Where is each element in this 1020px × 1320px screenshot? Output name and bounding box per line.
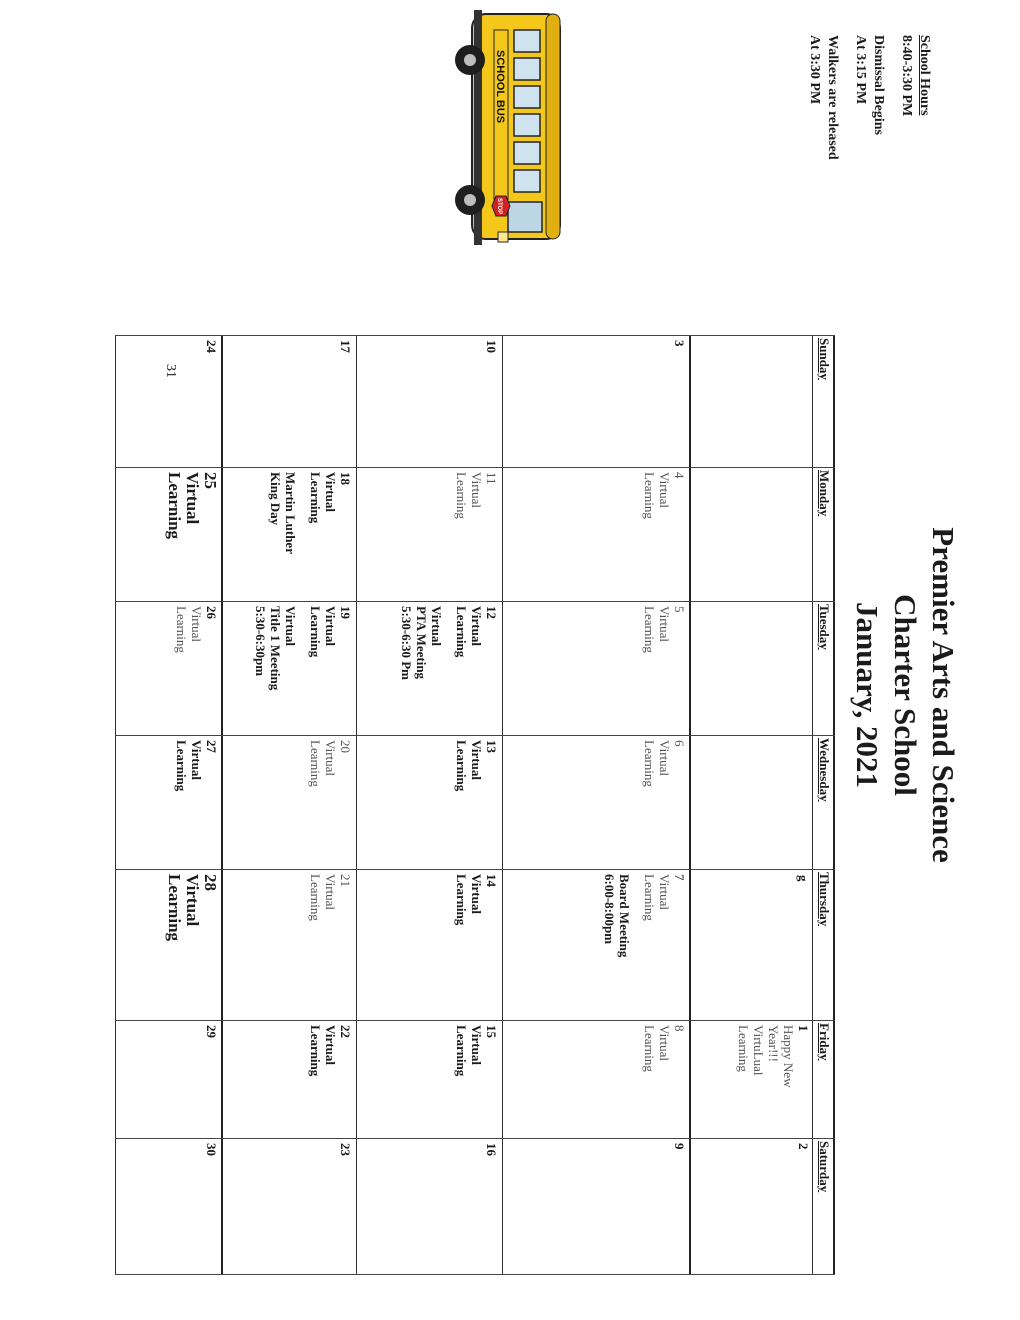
day-header-tuesday: Tuesday xyxy=(817,604,832,650)
grid-line xyxy=(221,335,223,1275)
day-header-thursday: Thursday xyxy=(817,872,832,927)
day-event-text: Learning xyxy=(642,472,657,519)
day-event-text: Learning xyxy=(642,1025,657,1072)
day-event-text: Title 1 Meeting xyxy=(268,606,283,691)
school-hours-heading: School Hours xyxy=(917,35,932,116)
grid-line xyxy=(689,335,691,1275)
day-event-text: Virtual xyxy=(657,874,672,911)
day-cell xyxy=(796,875,811,882)
day-event-text: Virtual xyxy=(469,606,484,646)
day-number: 12 xyxy=(484,606,499,619)
day-number: 8 xyxy=(672,1025,687,1032)
day-event-text: Learning xyxy=(174,740,189,792)
grid-line xyxy=(502,335,503,1275)
day-event-text: Virtual xyxy=(323,472,338,512)
walkers-line-1: Walkers are released xyxy=(825,35,840,160)
day-event-text: Virtual xyxy=(183,874,202,927)
day-cell xyxy=(454,472,499,519)
day-cell xyxy=(642,1025,687,1072)
dismissal-line-2: At 3:15 PM xyxy=(853,35,868,105)
day-number: 9 xyxy=(672,1143,687,1150)
day-cell xyxy=(174,606,219,653)
day-header-wednesday: Wednesday xyxy=(817,738,832,802)
day-number: 2 xyxy=(796,1143,811,1150)
day-cell xyxy=(165,874,219,941)
day-cell xyxy=(253,606,353,690)
day-event-text: Virtual xyxy=(183,472,202,525)
day-event-text: Virtual xyxy=(657,606,672,643)
day-number: 1 xyxy=(796,1025,811,1032)
day-cell xyxy=(204,1025,219,1038)
day-number: 23 xyxy=(338,1143,353,1156)
day-number: 26 xyxy=(204,606,219,619)
day-header-sunday: Sunday xyxy=(817,338,832,380)
day-cell xyxy=(308,1025,353,1076)
day-cell xyxy=(454,1025,499,1076)
day-number-extra: 31 xyxy=(163,364,178,378)
day-cell xyxy=(308,740,353,787)
day-event-text: Happy New xyxy=(781,1025,796,1088)
day-event-text: Learning xyxy=(642,740,657,787)
grid-line xyxy=(833,335,835,1275)
day-event-text: Virtual xyxy=(469,472,484,509)
day-event-text: Learning xyxy=(308,874,323,921)
day-event-text: Martin Luther xyxy=(283,472,298,554)
day-event-text: PTA Meeting xyxy=(414,606,429,680)
walkers-line-2: At 3:30 PM xyxy=(807,35,822,105)
day-number: 10 xyxy=(484,340,499,353)
school-name-line-2: Charter School xyxy=(888,594,923,796)
day-number: 24 xyxy=(204,340,219,353)
calendar-grid xyxy=(115,335,835,1275)
day-event-text: Learning xyxy=(642,874,657,921)
day-number: 17 xyxy=(338,340,353,353)
day-cell xyxy=(602,874,687,957)
day-event-text: Virtual xyxy=(469,1025,484,1065)
day-event-text: Learning xyxy=(308,472,323,524)
day-cell xyxy=(454,874,499,925)
day-cell xyxy=(454,740,499,791)
day-cell xyxy=(308,874,353,921)
day-event-text: Learning xyxy=(454,874,469,926)
day-event-text: 5:30-6:30pm xyxy=(253,606,268,677)
day-event-text: Learning xyxy=(454,740,469,792)
grid-line xyxy=(115,869,835,870)
day-number: 14 xyxy=(484,874,499,887)
day-event-text: Learning xyxy=(736,1025,751,1072)
day-number: g xyxy=(796,875,811,882)
day-event-text: 6:00-8:00pm xyxy=(602,874,617,945)
day-number: 4 xyxy=(672,472,687,479)
day-number: 3 xyxy=(672,340,687,347)
day-event-text: Learning xyxy=(165,472,184,540)
day-event-text: Learning xyxy=(308,606,323,658)
day-number: 11 xyxy=(484,472,499,485)
day-event-text: Board Meeting xyxy=(617,874,632,958)
day-number: 19 xyxy=(338,606,353,619)
day-cell xyxy=(484,1143,499,1156)
grid-line xyxy=(115,467,835,468)
grid-line xyxy=(115,335,835,336)
day-cell xyxy=(642,606,687,653)
day-cell xyxy=(163,340,219,378)
day-event-text: Learning xyxy=(174,606,189,653)
day-header-monday: Monday xyxy=(817,470,832,517)
school-hours-value: 8:40-3:30 PM xyxy=(899,35,914,117)
grid-line xyxy=(115,335,116,1275)
grid-line xyxy=(115,601,835,602)
grid-line xyxy=(115,1138,835,1139)
day-event-text: Virtual xyxy=(323,1025,338,1065)
grid-line xyxy=(115,1020,835,1021)
day-event-text: Virtual xyxy=(469,740,484,780)
day-number: 6 xyxy=(672,740,687,747)
day-cell xyxy=(399,606,499,680)
day-cell xyxy=(736,1025,811,1087)
day-cell xyxy=(204,1143,219,1156)
day-event-text: Learning xyxy=(454,1025,469,1077)
day-header-saturday: Saturday xyxy=(817,1141,832,1193)
day-number: 20 xyxy=(338,740,353,753)
day-number: 25 xyxy=(201,472,220,489)
day-event-text: Virtual xyxy=(323,606,338,646)
day-event-text: Virtual xyxy=(189,740,204,780)
day-event-text: Learning xyxy=(642,606,657,653)
day-event-text: VirtuLual xyxy=(751,1025,766,1076)
grid-line xyxy=(115,1274,835,1275)
day-number: 7 xyxy=(672,874,687,881)
day-number: 27 xyxy=(204,740,219,753)
bus-sign-text: SCHOOL BUS xyxy=(494,50,506,124)
day-number: 16 xyxy=(484,1143,499,1156)
day-event-text: King Day xyxy=(268,472,283,526)
day-event-text: Year!!! xyxy=(766,1025,781,1062)
day-cell xyxy=(642,740,687,787)
day-cell xyxy=(338,1143,353,1156)
day-cell xyxy=(165,472,219,539)
day-cell xyxy=(672,1143,687,1150)
day-number: 30 xyxy=(204,1143,219,1156)
day-cell xyxy=(174,740,219,791)
day-event-text: Virtual xyxy=(657,740,672,777)
day-cell xyxy=(338,340,353,353)
grid-line xyxy=(115,735,835,736)
day-cell xyxy=(642,472,687,519)
school-bus-icon xyxy=(450,10,570,245)
day-event-text: Virtual xyxy=(323,740,338,777)
day-number: 15 xyxy=(484,1025,499,1038)
dismissal-line-1: Dismissal Begins xyxy=(871,35,886,135)
day-event-text: Learning xyxy=(454,472,469,519)
day-event-text: 5:30-6:30 Pm xyxy=(399,606,414,681)
day-event-text: Learning xyxy=(454,606,469,658)
day-cell xyxy=(484,340,499,353)
day-number: 22 xyxy=(338,1025,353,1038)
day-event-text: Virtual xyxy=(189,606,204,643)
day-number: 29 xyxy=(204,1025,219,1038)
day-event-text: Learning xyxy=(308,740,323,787)
day-number: 18 xyxy=(338,472,353,485)
day-cell xyxy=(796,1143,811,1150)
day-number: 13 xyxy=(484,740,499,753)
day-event-text: Virtual xyxy=(657,1025,672,1062)
day-cell xyxy=(268,472,353,554)
day-event-text: Virtual xyxy=(283,606,298,646)
grid-line xyxy=(812,335,813,1275)
day-event-text: Virtual xyxy=(323,874,338,911)
day-number: 5 xyxy=(672,606,687,613)
day-number: 21 xyxy=(338,874,353,887)
grid-line xyxy=(356,335,357,1275)
day-event-text: Virtual xyxy=(657,472,672,509)
day-event-text: Virtual xyxy=(469,874,484,914)
calendar-month-title: January, 2021 xyxy=(850,601,885,789)
day-event-text: Virtual xyxy=(429,606,444,646)
day-event-text: Learning xyxy=(165,874,184,942)
day-event-text: Learning xyxy=(308,1025,323,1077)
school-name-line-1: Premier Arts and Science xyxy=(926,527,961,863)
bus-stop-sign-text: STOP xyxy=(496,198,502,215)
day-header-friday: Friday xyxy=(817,1023,832,1061)
day-number: 28 xyxy=(201,874,220,891)
day-cell xyxy=(672,340,687,347)
